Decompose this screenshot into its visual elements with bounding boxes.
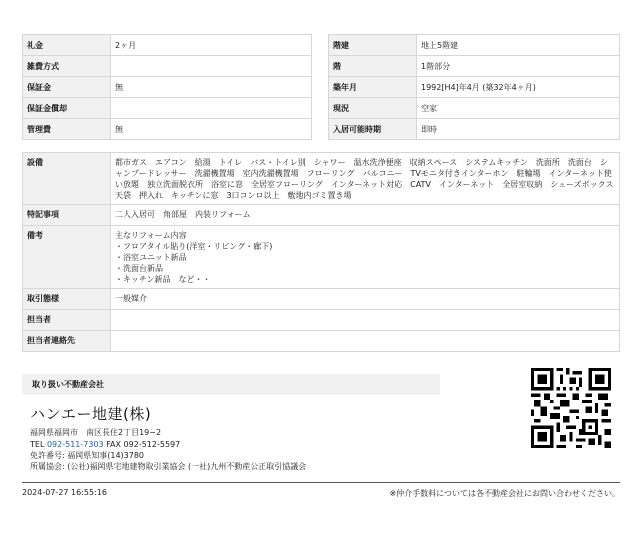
company-section-label: 取り扱い不動産会社	[22, 374, 440, 395]
row-label: 備考	[23, 226, 111, 289]
row-value	[111, 331, 620, 352]
row-value: 空家	[417, 98, 620, 119]
remarks-value: 主なリフォーム内容 ・フロアタイル貼り(洋室・リビング・廊下) ・浴室ユニット新品 ・洗面台新品 ・キッチン新品 など・・	[111, 226, 620, 289]
table-row	[23, 226, 620, 289]
row-value: 即時	[417, 119, 620, 140]
row-value	[111, 310, 620, 331]
row-label: 礼金	[23, 35, 111, 56]
table-row	[329, 77, 620, 98]
facilities-value: 都市ガス エアコン 給湯 トイレ バス・トイレ別 シャワー 温水洗浄便座 収納スペース システムキッチン 洗面所 洗面台 シャンプードレッサー 洗濯機置場 室内洗濯機置場 フローリング バルコニー TVモニタ付きインターホン 駐輪場 インターネット使い放題 独立洗面脱衣所 浴室に窓 全居室フローリング インターネット対応 CATV インターネット 全居室収納 シューズボックス 天袋 押入れ キッチンに窓 3口コンロ以上 敷地内ゴミ置き場	[111, 153, 620, 205]
row-label: 取引態様	[23, 289, 111, 310]
row-value: 無	[111, 77, 312, 98]
row-value: 1階部分	[417, 56, 620, 77]
row-value: 2ヶ月	[111, 35, 312, 56]
row-label: 保証金	[23, 77, 111, 98]
tel-label: TEL	[30, 440, 45, 449]
tel-link[interactable]: 092-511-7303	[46, 440, 104, 449]
qr-code-icon	[531, 368, 611, 448]
row-label: 階	[329, 56, 417, 77]
table-row	[23, 153, 620, 205]
company-name: ハンエー地建(株)	[30, 405, 152, 423]
license-number: 免許番号: 福岡県知事(14)3780	[30, 451, 145, 460]
fax-number: FAX 092-512-5597	[106, 440, 181, 449]
property-detail-table	[22, 152, 620, 352]
row-label: 担当者	[23, 310, 111, 331]
association: 所属協会: (公社)福岡県宅地建物取引業協会 (一社)九州不動産公正取引協議会	[30, 462, 307, 471]
company-contact	[30, 439, 180, 450]
row-label: 管理費	[23, 119, 111, 140]
row-value	[111, 56, 312, 77]
row-label: 特記事項	[23, 205, 111, 226]
footer-divider	[22, 482, 620, 483]
row-value: 無	[111, 119, 312, 140]
print-timestamp: 2024-07-27 16:55:16	[22, 488, 107, 497]
rent-terms-table	[22, 34, 312, 140]
row-value: 1992[H4]年4月 (築32年4ヶ月)	[417, 77, 620, 98]
row-label: 現況	[329, 98, 417, 119]
table-row	[329, 119, 620, 140]
row-label: 階建	[329, 35, 417, 56]
table-row	[23, 205, 620, 226]
table-row	[23, 119, 312, 140]
table-row	[23, 98, 312, 119]
row-label: 雑費方式	[23, 56, 111, 77]
row-value: 二人入居可 角部屋 内装リフォーム	[111, 205, 620, 226]
table-row	[329, 35, 620, 56]
table-row	[23, 310, 620, 331]
row-label: 保証金償却	[23, 98, 111, 119]
row-value	[111, 98, 312, 119]
row-value: 一般媒介	[111, 289, 620, 310]
commission-note: ※仲介手数料については各不動産会社にお問い合わせください。	[389, 489, 620, 498]
row-value: 地上5階建	[417, 35, 620, 56]
row-label: 築年月	[329, 77, 417, 98]
table-row	[23, 289, 620, 310]
table-row	[23, 331, 620, 352]
company-address: 福岡県福岡市 南区長住2丁目19−2	[30, 428, 162, 437]
row-label: 設備	[23, 153, 111, 205]
table-row	[23, 77, 312, 98]
building-info-table	[328, 34, 620, 140]
table-row	[329, 98, 620, 119]
table-row	[329, 56, 620, 77]
table-row	[23, 35, 312, 56]
row-label: 入居可能時期	[329, 119, 417, 140]
table-row	[23, 56, 312, 77]
row-label: 担当者連絡先	[23, 331, 111, 352]
